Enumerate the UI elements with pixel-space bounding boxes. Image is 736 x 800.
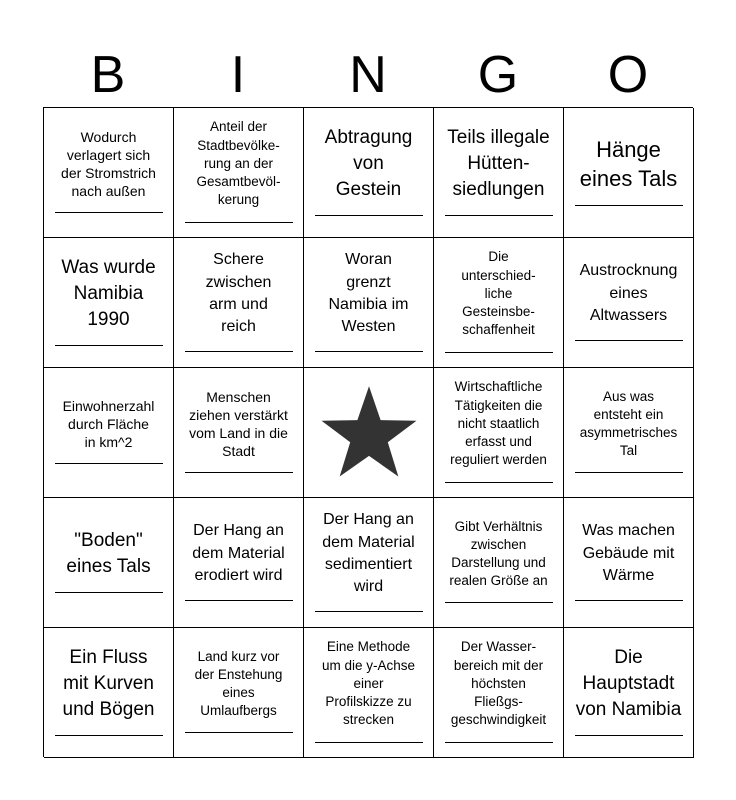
bingo-cell[interactable] — [434, 368, 564, 498]
cell-question-text: Wodurch verlagert sich der Stromstrich nach außen — [61, 128, 156, 200]
cell-question-text: Wirtschaftliche Tätigkeiten die nicht staatlich erfasst und reguliert werden — [450, 379, 547, 468]
bingo-cell[interactable] — [564, 628, 694, 758]
bingo-cell[interactable] — [304, 238, 434, 368]
bingo-header — [43, 44, 693, 106]
bingo-cell[interactable] — [304, 498, 434, 628]
answer-line — [55, 463, 163, 464]
answer-line — [575, 600, 683, 601]
answer-line — [185, 472, 293, 473]
bingo-cell[interactable] — [174, 628, 304, 758]
answer-line — [55, 592, 163, 593]
cell-question-text: Die Hauptstadt von Namibia — [575, 646, 682, 721]
cell-question-text: Einwohnerzahl durch Fläche in km^2 — [62, 397, 155, 451]
answer-line — [315, 351, 423, 352]
answer-line — [575, 205, 683, 206]
cell-question-text: Austrocknung eines Altwassers — [579, 262, 678, 325]
answer-line — [575, 340, 683, 341]
answer-line — [315, 215, 423, 216]
cell-question-text: Gibt Verhältnis zwischen Darstellung und realen Größe an — [449, 518, 548, 589]
cell-question-text: Woran grenzt Namibia im Westen — [328, 251, 409, 336]
header-letter-i: I — [230, 46, 246, 104]
bingo-cell[interactable] — [434, 238, 564, 368]
cell-question-text: Der Hang an dem Material sedimentiert wird — [322, 511, 415, 596]
answer-line — [445, 215, 553, 216]
answer-line — [55, 345, 163, 346]
bingo-cell[interactable] — [174, 498, 304, 628]
bingo-cell[interactable] — [44, 368, 174, 498]
cell-question-text: Hänge eines Tals — [579, 136, 678, 191]
answer-line — [445, 482, 553, 483]
cell-question-text: Anteil der Stadtbevölke- rung an der Gesamtbevöl- kerung — [196, 119, 281, 208]
bingo-cell[interactable] — [304, 628, 434, 758]
answer-line — [315, 611, 423, 612]
bingo-cell[interactable] — [434, 628, 564, 758]
free-space-cell[interactable] — [304, 368, 434, 498]
cell-question-text: Was wurde Namibia 1990 — [61, 256, 156, 331]
cell-question-text: Menschen ziehen verstärkt vom Land in die Stadt — [189, 388, 288, 460]
header-letter-g: G — [477, 46, 519, 104]
answer-line — [185, 732, 293, 733]
cell-question-text: Die unterschied- liche Gesteinsbe- schaffenheit — [461, 249, 536, 338]
star-icon — [317, 381, 421, 485]
answer-line — [185, 222, 293, 223]
bingo-cell[interactable] — [44, 498, 174, 628]
cell-question-text: Abtragung von Gestein — [324, 126, 413, 201]
bingo-cell[interactable] — [564, 238, 694, 368]
bingo-cell[interactable] — [174, 368, 304, 498]
answer-line — [315, 742, 423, 743]
bingo-cell[interactable] — [564, 108, 694, 238]
bingo-cell[interactable] — [434, 108, 564, 238]
bingo-cell[interactable] — [434, 498, 564, 628]
header-letter-n: N — [349, 46, 387, 104]
answer-line — [55, 735, 163, 736]
cell-question-text: Ein Fluss mit Kurven und Bögen — [62, 646, 155, 721]
bingo-cell[interactable] — [174, 108, 304, 238]
answer-line — [445, 602, 553, 603]
answer-line — [575, 735, 683, 736]
header-letter-o: O — [607, 46, 649, 104]
answer-line — [185, 351, 293, 352]
header-letter-b: B — [90, 46, 126, 104]
bingo-cell[interactable] — [44, 108, 174, 238]
cell-question-text: Der Hang an dem Material erodiert wird — [192, 522, 285, 585]
cell-question-text: Teils illegale Hütten- siedlungen — [447, 126, 550, 201]
cell-question-text: Schere zwischen arm und reich — [205, 251, 272, 336]
cell-question-text: Was machen Gebäude mit Wärme — [582, 522, 675, 585]
bingo-cell[interactable] — [174, 238, 304, 368]
cell-question-text: Land kurz vor der Enstehung eines Umlaufbergs — [194, 648, 283, 719]
answer-line — [445, 742, 553, 743]
cell-question-text: Eine Methode um die y-Achse einer Profilskizze zu strecken — [321, 639, 416, 728]
cell-question-text: "Boden" eines Tals — [66, 529, 151, 577]
answer-line — [55, 212, 163, 213]
bingo-cell[interactable] — [564, 498, 694, 628]
bingo-grid — [43, 107, 693, 757]
cell-question-text: Aus was entsteht ein asymmetrisches Tal — [579, 388, 678, 459]
bingo-cell[interactable] — [564, 368, 694, 498]
bingo-cell[interactable] — [44, 238, 174, 368]
bingo-cell[interactable] — [44, 628, 174, 758]
cell-question-text: Der Wasser- bereich mit der höchsten Fließgs- geschwindigkeit — [450, 639, 547, 728]
answer-line — [445, 352, 553, 353]
answer-line — [185, 600, 293, 601]
answer-line — [575, 472, 683, 473]
bingo-cell[interactable] — [304, 108, 434, 238]
